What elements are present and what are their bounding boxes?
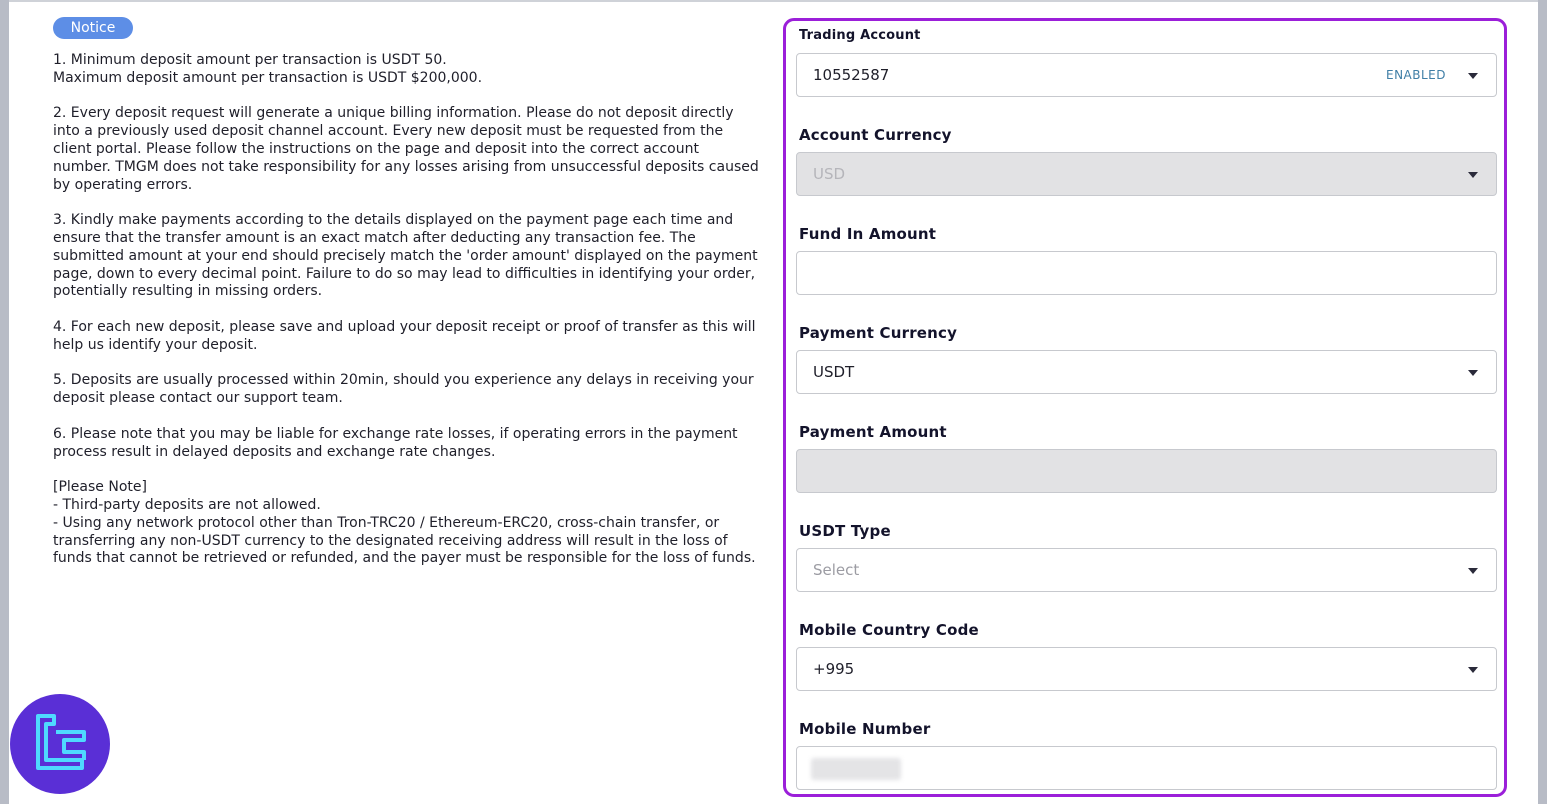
mobile-country-code-label: Mobile Country Code [799, 621, 979, 639]
notice-paragraph-1: 1. Minimum deposit amount per transaction is USDT 50. Maximum deposit amount per transaction is USDT $200,000. [53, 52, 483, 86]
account-currency-value: USD [813, 165, 846, 183]
mobile-number-input[interactable] [796, 746, 1497, 790]
notice-paragraph-5: 5. Deposits are usually processed within 20min, should you experience any delays in receiving your deposit please contact our support team. [53, 372, 754, 407]
notice-please-note: [Please Note] - Third-party deposits are not allowed. - Using any network protocol other than Tron-TRC20 / Ethereum-ERC20, cross-chain transfer, or transferring any non-USDT currency to the designated receiving address will result in the loss of funds that cannot be retrieved or refunded, and the payer must be responsible for the loss of funds. [53, 479, 756, 567]
notice-paragraph-4: 4. For each new deposit, please save and upload your deposit receipt or proof of transfer as this will help us identify your deposit. [53, 318, 756, 353]
window-right-edge [1538, 0, 1547, 804]
mobile-country-code-value: +995 [813, 660, 855, 678]
mobile-number-label: Mobile Number [799, 720, 931, 738]
tc-logo-icon [10, 694, 110, 794]
payment-currency-select[interactable] [796, 350, 1497, 394]
chevron-down-icon [1468, 370, 1478, 376]
notice-paragraph-2: 2. Every deposit request will generate a unique billing information. Please do not deposit directly into a previously used deposit channel account. Every new deposit must be requested from the client portal. Please follow the instructions on the page and deposit into the correct account number. TMGM does not take responsibility for any losses arising from unsuccessful deposits caused by operating errors. [53, 105, 759, 193]
tc-logo-mark [10, 694, 110, 794]
usdt-type-placeholder: Select [813, 561, 860, 579]
payment-currency-value: USDT [813, 363, 855, 381]
account-currency-label: Account Currency [799, 126, 952, 144]
chevron-down-icon [1468, 568, 1478, 574]
usdt-type-label: USDT Type [799, 522, 891, 540]
fund-in-amount-input[interactable] [796, 251, 1497, 295]
trading-account-label: Trading Account [799, 28, 921, 43]
usdt-type-select[interactable] [796, 548, 1497, 592]
notice-text [53, 52, 761, 586]
mobile-country-code-select[interactable] [796, 647, 1497, 691]
account-status-tag: ENABLED [1385, 68, 1446, 82]
deposit-form-panel [783, 18, 1507, 797]
chevron-down-icon [1468, 73, 1478, 79]
trading-account-select[interactable] [796, 53, 1497, 97]
payment-amount-input [796, 449, 1497, 493]
window-left-edge [0, 0, 9, 804]
notice-badge: Notice [53, 17, 133, 39]
window-top-edge [9, 0, 1538, 2]
payment-currency-label: Payment Currency [799, 324, 958, 342]
blurred-mobile-number [811, 758, 901, 780]
payment-amount-label: Payment Amount [799, 423, 947, 441]
notice-paragraph-3: 3. Kindly make payments according to the details displayed on the payment page each time and ensure that the transfer amount is an exact match after deducting any transaction fee. The submitted amount at your end should precisely match the 'order amount' displayed on the payment page, down to every decimal point. Failure to do so may lead to difficulties in identifying your order, potentially resulting in missing orders. [53, 212, 758, 300]
chevron-down-icon [1468, 172, 1478, 178]
account-currency-select [796, 152, 1497, 196]
notice-paragraph-6: 6. Please note that you may be liable for exchange rate losses, if operating errors in the payment process result in delayed deposits and exchange rate changes. [53, 425, 738, 460]
chevron-down-icon [1468, 667, 1478, 673]
trading-account-value: 10552587 [813, 66, 890, 84]
fund-in-amount-label: Fund In Amount [799, 225, 937, 243]
